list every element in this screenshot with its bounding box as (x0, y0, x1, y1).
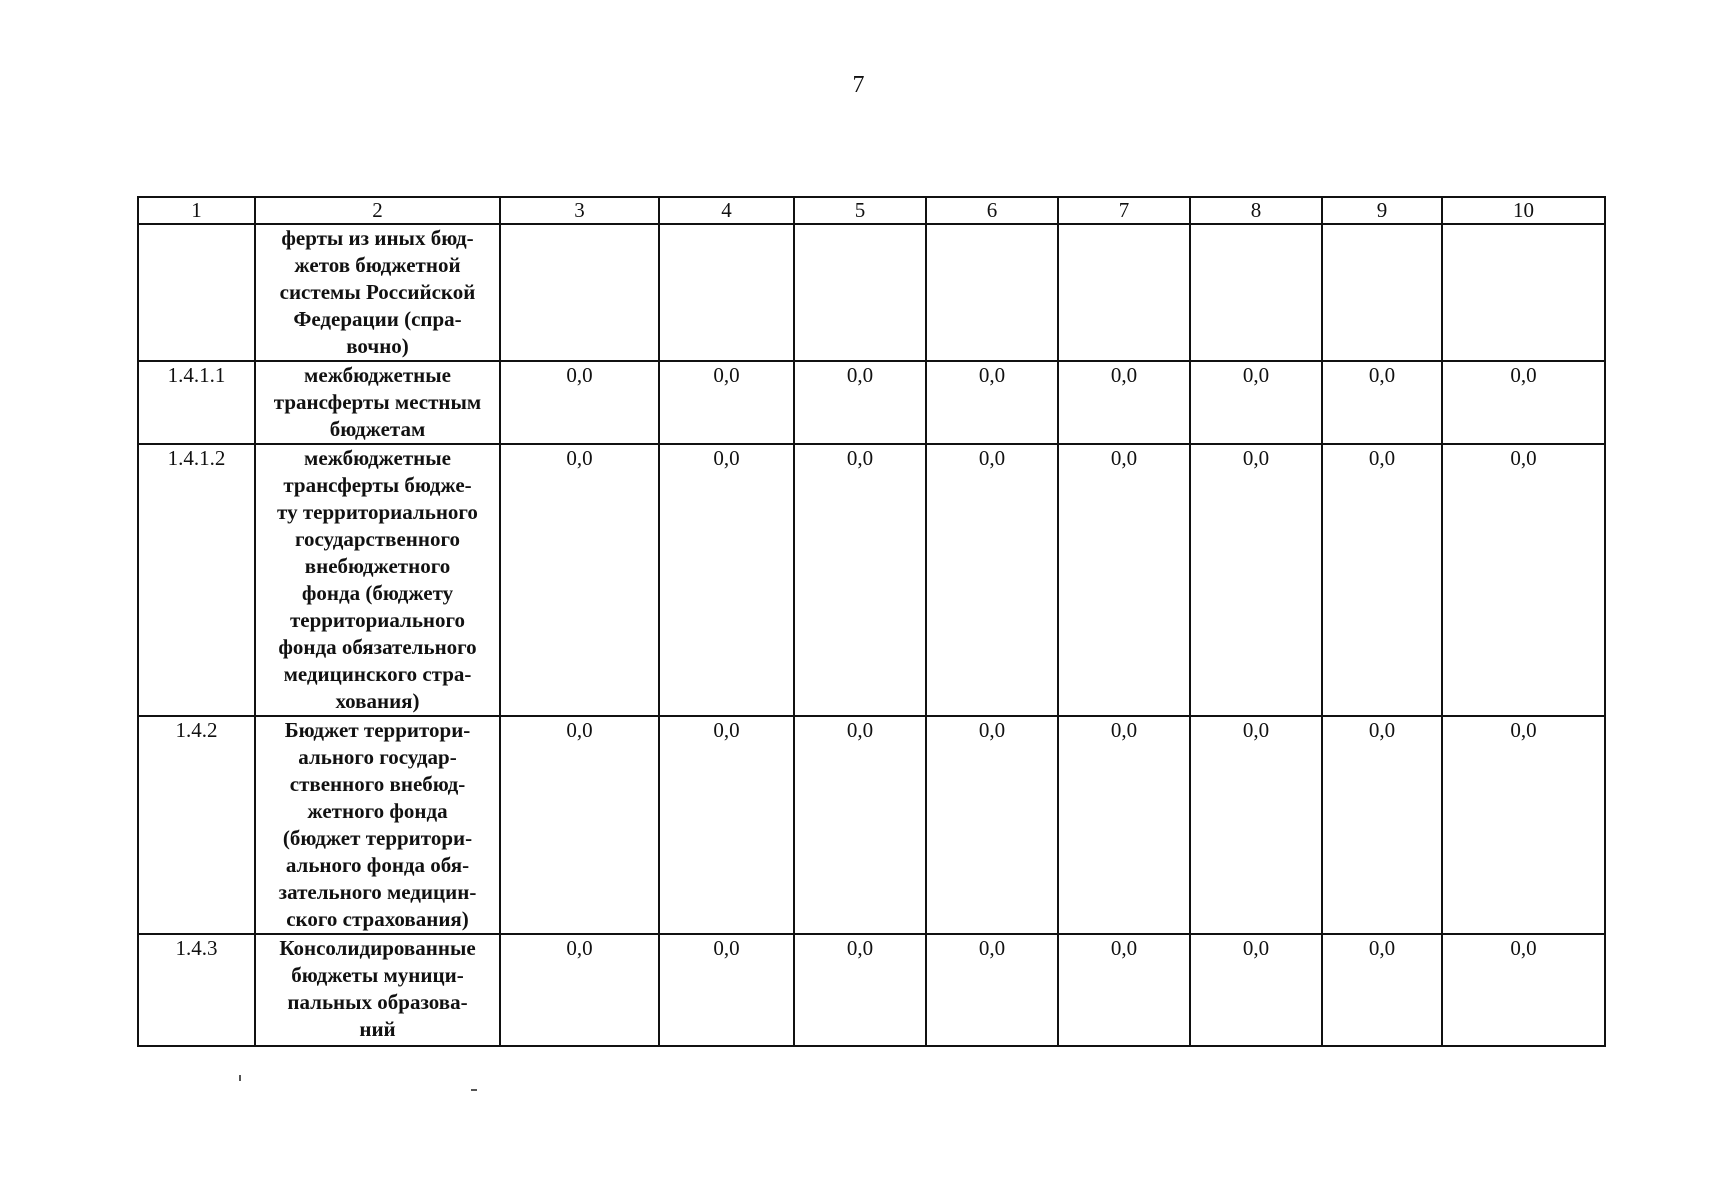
value-cell: 0,0 (926, 716, 1058, 934)
value-cell: 0,0 (1442, 361, 1605, 444)
scan-speck (471, 1089, 477, 1091)
value-cell: 0,0 (500, 716, 659, 934)
row-name: межбюджетные трансферты местным бюджетам (255, 361, 500, 444)
value-cell: 0,0 (926, 361, 1058, 444)
value-cell: 0,0 (659, 361, 794, 444)
row-code: 1.4.3 (138, 934, 255, 1046)
row-name: Бюджет территори- ального государ- ственного внебюд- жетного фонда (бюджет территори- ального фонда обя- зательного медицин- ского страхования) (255, 716, 500, 934)
header-cell: 3 (500, 197, 659, 224)
value-cell: 0,0 (794, 934, 926, 1046)
value-cell: 0,0 (794, 716, 926, 934)
row-code: 1.4.1.2 (138, 444, 255, 716)
value-cell: 0,0 (926, 934, 1058, 1046)
header-cell: 1 (138, 197, 255, 224)
header-cell: 10 (1442, 197, 1605, 224)
scan-speck (239, 1075, 241, 1081)
row-name: ферты из иных бюд- жетов бюджетной системы Российской Федерации (спра- вочно) (255, 224, 500, 361)
value-cell (1322, 224, 1442, 361)
table-row (138, 716, 1605, 934)
value-cell: 0,0 (926, 444, 1058, 716)
value-cell: 0,0 (1322, 361, 1442, 444)
row-code: 1.4.2 (138, 716, 255, 934)
header-cell: 8 (1190, 197, 1322, 224)
value-cell: 0,0 (1190, 361, 1322, 444)
table-row (138, 361, 1605, 444)
value-cell: 0,0 (1442, 716, 1605, 934)
value-cell: 0,0 (1442, 444, 1605, 716)
page-number: 7 (852, 72, 865, 98)
value-cell: 0,0 (1442, 934, 1605, 1046)
value-cell (1058, 224, 1190, 361)
value-cell: 0,0 (1058, 444, 1190, 716)
value-cell: 0,0 (659, 716, 794, 934)
row-code: 1.4.1.1 (138, 361, 255, 444)
value-cell (1442, 224, 1605, 361)
header-cell: 5 (794, 197, 926, 224)
table-row (138, 444, 1605, 716)
value-cell (659, 224, 794, 361)
header-cell: 7 (1058, 197, 1190, 224)
table-header-row (138, 197, 1605, 224)
value-cell: 0,0 (500, 934, 659, 1046)
value-cell: 0,0 (659, 934, 794, 1046)
header-cell: 9 (1322, 197, 1442, 224)
value-cell (926, 224, 1058, 361)
header-cell: 4 (659, 197, 794, 224)
value-cell: 0,0 (1322, 716, 1442, 934)
value-cell (794, 224, 926, 361)
value-cell (1190, 224, 1322, 361)
value-cell: 0,0 (500, 444, 659, 716)
row-code (138, 224, 255, 361)
value-cell: 0,0 (1190, 444, 1322, 716)
value-cell: 0,0 (794, 444, 926, 716)
value-cell: 0,0 (1322, 444, 1442, 716)
table-row (138, 934, 1605, 1046)
row-name: межбюджетные трансферты бюдже- ту территориального государственного внебюджетного фонда (бюджету территориального фонда обязательного медицинского стра- хования) (255, 444, 500, 716)
budget-table (137, 196, 1606, 1047)
value-cell (500, 224, 659, 361)
value-cell: 0,0 (1322, 934, 1442, 1046)
value-cell: 0,0 (794, 361, 926, 444)
header-cell: 2 (255, 197, 500, 224)
table-row (138, 224, 1605, 361)
value-cell: 0,0 (1058, 716, 1190, 934)
value-cell: 0,0 (1190, 716, 1322, 934)
value-cell: 0,0 (659, 444, 794, 716)
value-cell: 0,0 (1058, 934, 1190, 1046)
header-cell: 6 (926, 197, 1058, 224)
row-name: Консолидированные бюджеты муници- пальных образова- ний (255, 934, 500, 1046)
value-cell: 0,0 (500, 361, 659, 444)
value-cell: 0,0 (1058, 361, 1190, 444)
value-cell: 0,0 (1190, 934, 1322, 1046)
